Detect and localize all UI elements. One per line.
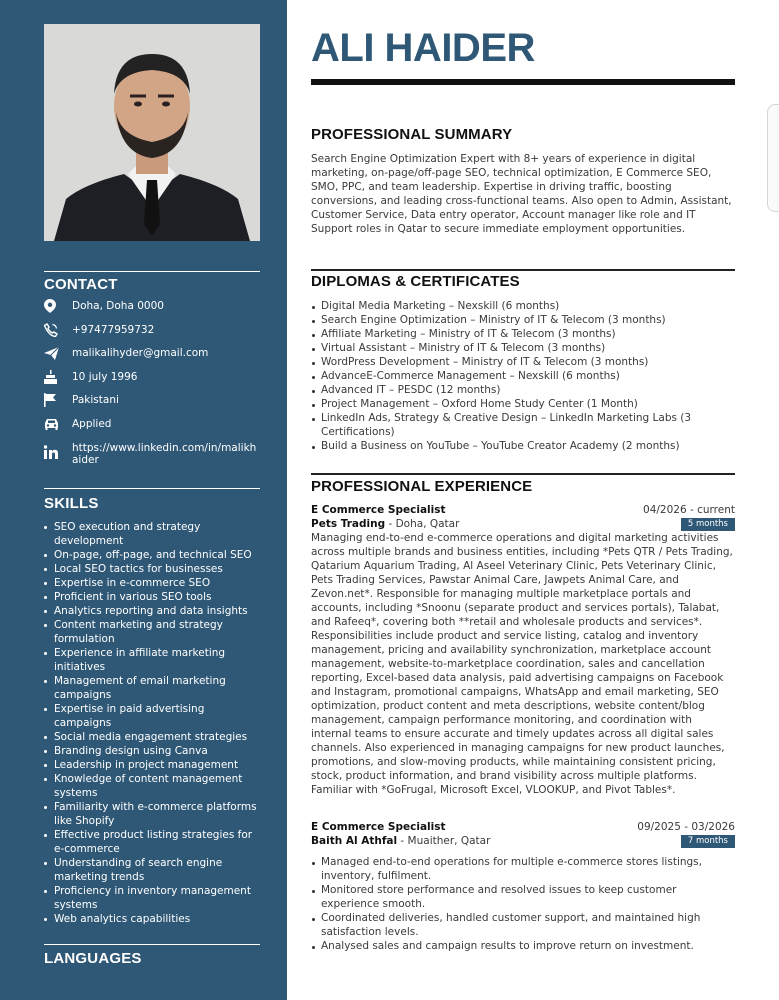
side-scroll-tab[interactable] xyxy=(767,104,779,212)
skill-item: Management of email marketing campaigns xyxy=(44,674,260,702)
skills-list xyxy=(44,520,260,926)
diploma-item: Search Engine Optimization – Ministry of IT & Telecom (3 months) xyxy=(311,313,735,327)
contact-birthdate: 10 july 1996 xyxy=(72,370,138,383)
skills-title: SKILLS xyxy=(44,495,99,512)
linkedin-icon xyxy=(44,440,72,464)
skills-divider xyxy=(44,488,260,489)
skill-item: Knowledge of content management systems xyxy=(44,772,260,800)
phone-icon xyxy=(44,322,72,338)
diploma-item: AdvanceE-Commerce Management – Nexskill (6 months) xyxy=(311,369,735,383)
contact-item-birthday xyxy=(44,369,260,393)
contact-item-nationality xyxy=(44,392,260,416)
contact-location: Doha, Doha 0000 xyxy=(72,300,164,312)
location-icon xyxy=(44,298,72,314)
contact-phone[interactable]: +97477959732 xyxy=(72,323,155,336)
car-icon xyxy=(44,416,72,432)
job-dates: 09/2025 - 03/2026 xyxy=(637,821,735,833)
skill-item: Understanding of search engine marketing trends xyxy=(44,856,260,884)
skill-item: Leadership in project management xyxy=(44,758,260,772)
contact-driving-license: Applied xyxy=(72,417,112,430)
job-company: Baith Al Athfal xyxy=(311,835,398,847)
skill-item: Branding design using Canva xyxy=(44,744,260,758)
languages-divider xyxy=(44,944,260,945)
skill-item: Effective product listing strategies for e-commerce xyxy=(44,828,260,856)
job-title: E Commerce Specialist xyxy=(311,821,446,833)
experience-title: PROFESSIONAL EXPERIENCE xyxy=(311,478,533,495)
job-location: - Muaither, Qatar xyxy=(397,835,491,847)
skill-item: Local SEO tactics for businesses xyxy=(44,562,260,576)
skill-item: Familiarity with e-commerce platforms like Shopify xyxy=(44,800,260,828)
diploma-item: Advanced IT – PESDC (12 months) xyxy=(311,383,735,397)
contact-email[interactable]: malikalihyder@gmail.com xyxy=(72,347,209,360)
contact-item-location xyxy=(44,298,260,322)
job-title: E Commerce Specialist xyxy=(311,504,446,516)
contact-nationality: Pakistani xyxy=(72,394,119,407)
skill-item: Expertise in e-commerce SEO xyxy=(44,576,260,590)
skill-item: Analytics reporting and data insights xyxy=(44,604,260,618)
name-underline xyxy=(311,79,735,85)
skill-item: On-page, off-page, and technical SEO xyxy=(44,548,260,562)
job-company: Pets Trading xyxy=(311,518,386,530)
job-bullet: Analysed sales and campaign results to improve return on investment. xyxy=(311,939,735,953)
contact-item-email xyxy=(44,345,260,369)
diploma-item: Digital Media Marketing – Nexskill (6 months) xyxy=(311,299,735,313)
contact-item-driving xyxy=(44,416,260,440)
contact-item-phone xyxy=(44,322,260,346)
duration-badge: 5 months xyxy=(681,518,735,531)
job-bullets xyxy=(311,855,735,953)
job-header-1 xyxy=(311,503,735,531)
profile-photo xyxy=(44,24,260,241)
sidebar xyxy=(0,0,287,1000)
job-header-2 xyxy=(311,820,735,848)
person-illustration xyxy=(44,24,260,241)
diploma-item: Virtual Assistant – Ministry of IT & Telecom (3 months) xyxy=(311,341,735,355)
contact-linkedin[interactable]: https://www.linkedin.com/in/malikhaider xyxy=(72,441,257,467)
flag-icon xyxy=(44,392,72,408)
diploma-item: LinkedIn Ads, Strategy & Creative Design – LinkedIn Marketing Labs (3 Certifications) xyxy=(311,411,735,439)
diploma-item: Affiliate Marketing – Ministry of IT & Telecom (3 months) xyxy=(311,327,735,341)
summary-text: Search Engine Optimization Expert with 8+ years of experience in digital marketing, on-page/off-page SEO, technical optimization, E Commerce SEO, SMO, PPC, and team leadership. Expertise in driving traffic, boosting conversions, and leading cross-functional teams. Also open to Admin, Assistant, Customer Service, Data entry operator, Account manager like role and IT Support roles in Qatar to secure immediate employment opportunities. xyxy=(311,153,732,235)
skill-item: SEO execution and strategy development xyxy=(44,520,260,548)
job-bullet: Monitored store performance and resolved issues to keep customer experience smooth. xyxy=(311,883,735,911)
skill-item: Web analytics capabilities xyxy=(44,912,260,926)
skill-item: Proficient in various SEO tools xyxy=(44,590,260,604)
diplomas-divider xyxy=(311,269,735,271)
candidate-name: ALI HAIDER xyxy=(311,26,535,70)
contact-title: CONTACT xyxy=(44,276,118,293)
contact-list xyxy=(44,298,260,470)
job-bullet: Managed end-to-end operations for multiple e-commerce stores listings, inventory, fulfilment. xyxy=(311,855,735,883)
diploma-item: WordPress Development – Ministry of IT & Telecom (3 months) xyxy=(311,355,735,369)
contact-item-linkedin xyxy=(44,440,260,470)
contact-divider xyxy=(44,271,260,272)
cake-icon xyxy=(44,369,72,385)
skill-item: Experience in affiliate marketing initiatives xyxy=(44,646,260,674)
summary-title: PROFESSIONAL SUMMARY xyxy=(311,126,513,143)
diploma-item: Build a Business on YouTube – YouTube Creator Academy (2 months) xyxy=(311,439,735,453)
job-bullet: Coordinated deliveries, handled customer support, and maintained high satisfaction levels. xyxy=(311,911,735,939)
skill-item: Social media engagement strategies xyxy=(44,730,260,744)
diploma-item: Project Management – Oxford Home Study Center (1 Month) xyxy=(311,397,735,411)
duration-badge: 7 months xyxy=(681,835,735,848)
diplomas-list xyxy=(311,299,735,453)
skill-item: Content marketing and strategy formulation xyxy=(44,618,260,646)
job-description: Managing end-to-end e-commerce operations and digital marketing activities across multiple brands and business entities, including *Pets QTR / Pets Trading, Qatarium Aquarium Trading, Al Aseel Veterinary Clinic, Pets Veterinary Clinic, Pets Trading Services, Pawstar Animal Care, Jawpets Animal Care, and Zevon.net*. Responsible for managing multiple marketplace portals and accounts, including *Snoonu (separate product and services portals), Talabat, and Rafeeq*, covering both **retail and wholesale products and services*. Responsibilities include product and service listing, catalog and inventory management, pricing and availability synchronization, marketplace account management, website-to-marketplace coordination, sales and cancellation reporting, Excel-based data analysis, paid advertising campaigns on Facebook and Instagram, promotional campaigns, WhatsApp and email marketing, SEO optimization, product content and meta descriptions, website content/blog management, campaign performance monitoring, and coordination with internal teams to ensure accurate and timely updates across all digital sales channels. Also experienced in managing campaigns for new product launches, promotions, and slow-moving products, while maintaining consistent pricing, stock, product information, and brand visibility across multiple platforms. Familiar with *GoFrugal, Microsoft Excel, VLOOKUP, and Pivot Tables*. xyxy=(311,532,733,796)
languages-title: LANGUAGES xyxy=(44,950,142,967)
skill-item: Expertise in paid advertising campaigns xyxy=(44,702,260,730)
send-icon xyxy=(44,345,72,361)
skill-item: Proficiency in inventory management systems xyxy=(44,884,260,912)
job-dates: 04/2026 - current xyxy=(643,504,735,516)
diplomas-title: DIPLOMAS & CERTIFICATES xyxy=(311,273,520,290)
experience-divider xyxy=(311,473,735,475)
job-location: - Doha, Qatar xyxy=(385,518,460,530)
